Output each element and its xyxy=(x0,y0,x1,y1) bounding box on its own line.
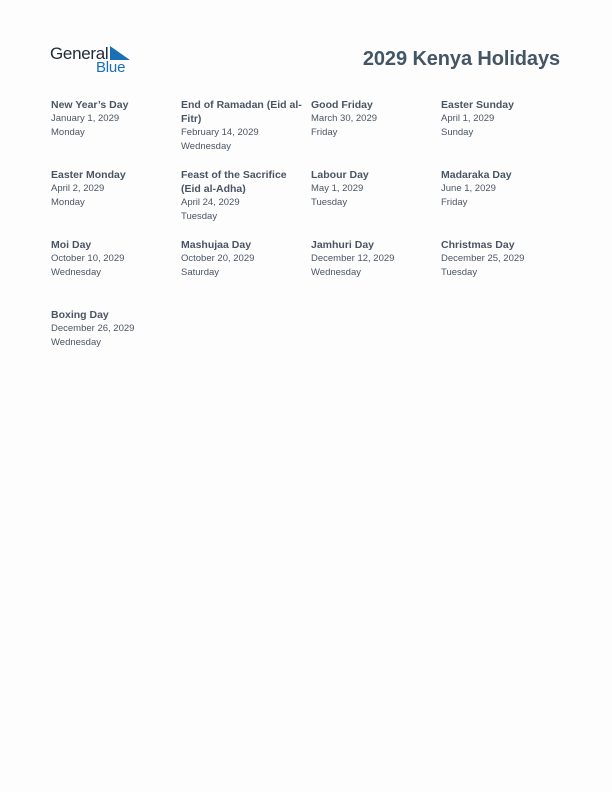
holiday-name: Labour Day xyxy=(311,169,369,181)
holiday-date: January 1, 2029 xyxy=(51,113,120,124)
holiday-weekday: Wednesday xyxy=(311,266,361,278)
holiday-item xyxy=(311,98,435,139)
holiday-name: End of Ramadan (Eid al-Fitr) xyxy=(181,99,302,125)
holiday-date: April 2, 2029 xyxy=(51,183,105,194)
holiday-item xyxy=(181,168,305,223)
holiday-date: February 14, 2029 xyxy=(181,127,259,138)
holiday-item xyxy=(181,238,305,279)
holiday-name: Madaraka Day xyxy=(441,169,512,181)
holiday-item xyxy=(311,168,435,209)
holiday-item xyxy=(441,168,565,209)
logo-word-blue: Blue xyxy=(96,59,126,76)
holiday-date: December 26, 2029 xyxy=(51,323,135,334)
holiday-weekday: Friday xyxy=(441,196,468,208)
holiday-name: Moi Day xyxy=(51,239,92,251)
holiday-name: Christmas Day xyxy=(441,239,515,251)
triangle-flag-icon xyxy=(110,46,130,60)
holiday-name: Jamhuri Day xyxy=(311,239,375,251)
holiday-weekday: Saturday xyxy=(181,266,220,278)
holiday-date: December 25, 2029 xyxy=(441,253,525,264)
holiday-item xyxy=(181,98,305,153)
holiday-item xyxy=(441,238,565,279)
logo-word-general: General xyxy=(50,44,109,63)
holiday-item xyxy=(311,238,435,279)
holiday-date: March 30, 2029 xyxy=(311,113,378,124)
holiday-date: June 1, 2029 xyxy=(441,183,496,194)
holiday-date: May 1, 2029 xyxy=(311,183,364,194)
holiday-name: Boxing Day xyxy=(51,309,109,321)
holiday-name: Easter Monday xyxy=(51,169,126,181)
holiday-item xyxy=(51,238,175,279)
holiday-weekday: Tuesday xyxy=(181,210,218,222)
holiday-weekday: Monday xyxy=(51,126,85,138)
page-title: 2029 Kenya Holidays xyxy=(362,48,560,70)
holiday-weekday: Friday xyxy=(311,126,338,138)
holiday-weekday: Tuesday xyxy=(441,266,478,278)
holiday-name: Good Friday xyxy=(311,99,373,111)
holiday-name: Easter Sunday xyxy=(441,99,514,111)
holiday-weekday: Wednesday xyxy=(51,336,101,348)
generalblue-logo xyxy=(50,44,134,78)
holiday-date: October 10, 2029 xyxy=(51,253,125,264)
holiday-weekday: Wednesday xyxy=(51,266,101,278)
holiday-item xyxy=(51,168,175,209)
holiday-weekday: Wednesday xyxy=(181,140,231,152)
holiday-weekday: Sunday xyxy=(441,126,474,138)
holiday-name: Feast of the Sacrifice (Eid al-Adha) xyxy=(181,169,287,195)
holiday-date: April 1, 2029 xyxy=(441,113,495,124)
holiday-item xyxy=(441,98,565,139)
holiday-item xyxy=(51,308,175,349)
holiday-date: October 20, 2029 xyxy=(181,253,255,264)
holiday-name: New Year’s Day xyxy=(51,99,129,111)
holiday-weekday: Tuesday xyxy=(311,196,348,208)
holiday-date: December 12, 2029 xyxy=(311,253,395,264)
holiday-item xyxy=(51,98,175,139)
holiday-name: Mashujaa Day xyxy=(181,239,252,251)
holiday-weekday: Monday xyxy=(51,196,85,208)
holiday-date: April 24, 2029 xyxy=(181,197,240,208)
